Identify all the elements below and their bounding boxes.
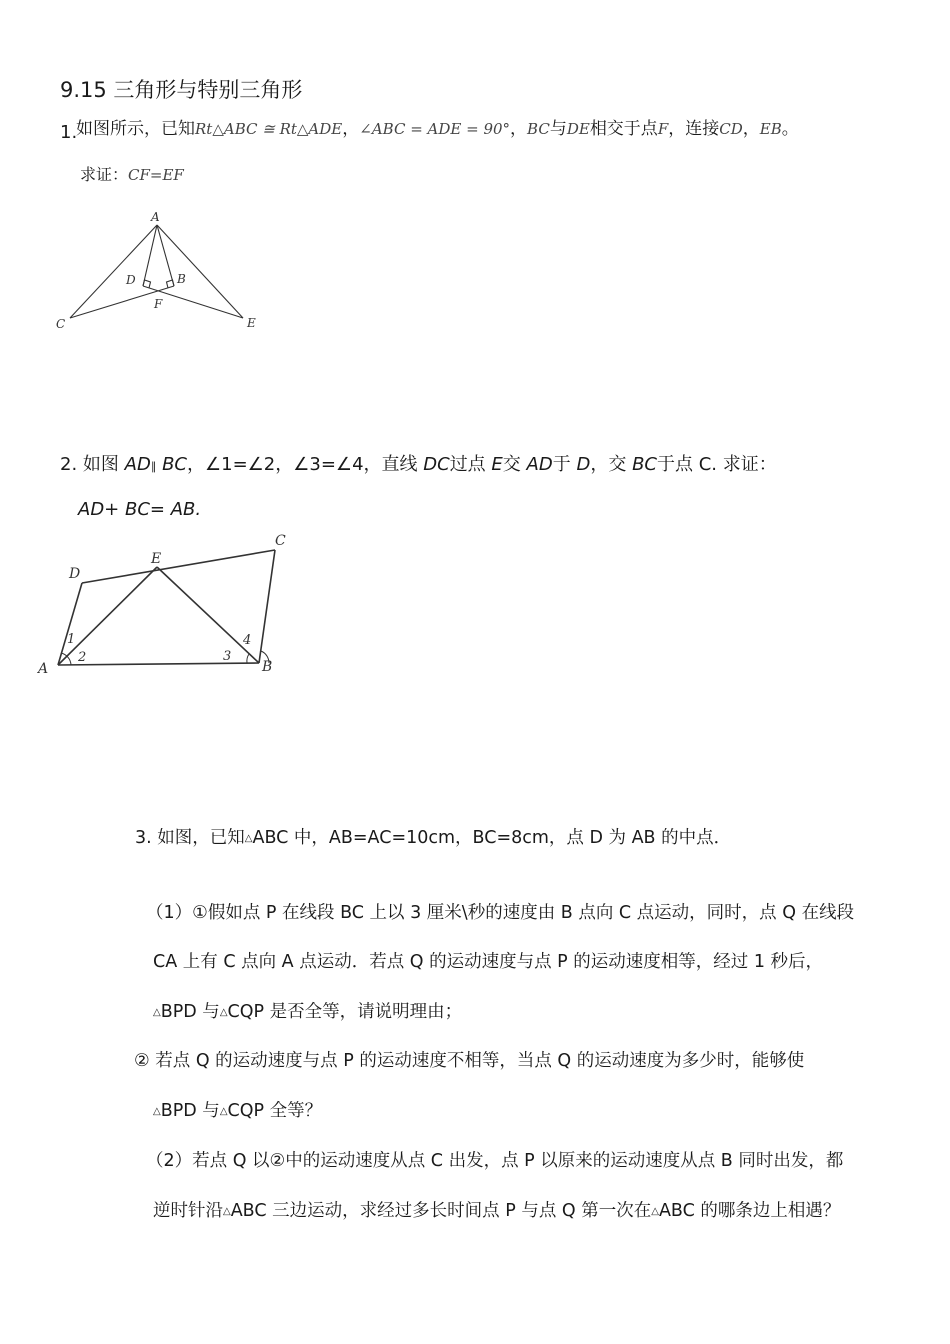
p2-e: E	[491, 454, 503, 475]
segment-cb	[259, 550, 275, 663]
p2-text: 于	[552, 454, 577, 475]
triangle-symbol: △	[153, 1007, 161, 1018]
label-d: D	[69, 566, 81, 582]
p1-eb: EB	[759, 120, 782, 138]
p2-text: ，交	[590, 454, 633, 475]
p1-text: ，连接	[668, 119, 720, 139]
p3-text: 3. 如图，已知	[135, 828, 245, 848]
problem2-prove: AD+ BC= AB.	[78, 499, 202, 520]
p1-text: 与	[549, 119, 567, 139]
p3-text: ABC 三边运动，求经过多长时间点 P 与点 Q 第一次在	[230, 1201, 652, 1221]
p2-parallel: ∥	[150, 460, 157, 473]
problem3-part1-line3	[153, 998, 462, 1023]
label-c: C	[56, 317, 66, 331]
problem1-number: 1.	[60, 122, 78, 143]
p1-de: DE	[566, 120, 590, 138]
p2-number: 2.	[60, 454, 78, 475]
label-e: E	[151, 551, 162, 567]
p2-ad: AD	[124, 454, 151, 475]
problem1-prove	[80, 162, 184, 185]
p2-dc: DC	[423, 454, 450, 475]
triangle-symbol: △	[651, 1206, 659, 1217]
label-b: B	[262, 659, 273, 675]
p3-text: BPD 与	[160, 1002, 220, 1022]
angle-arc-a	[61, 653, 71, 665]
p1-sep: ，	[742, 119, 760, 139]
p2-d: D	[576, 454, 591, 475]
triangle-symbol: △	[244, 833, 253, 844]
segment-eb	[157, 567, 259, 663]
label-a: A	[38, 661, 49, 677]
angle-label-1: 1	[67, 632, 76, 647]
label-c: C	[275, 533, 286, 549]
label-f: F	[154, 297, 163, 311]
p2-text: 过点	[449, 454, 492, 475]
problem3-part1-line5	[153, 1097, 322, 1122]
label-a: A	[151, 210, 160, 224]
problem3-part2-line1: （2）若点 Q 以②中的运动速度从点 C 出发，点 P 以原来的运动速度从点 B 同时出发，都	[146, 1151, 844, 1171]
label-e: E	[247, 316, 256, 330]
p2-text: ，∠1=∠2，∠3=∠4，直线	[187, 454, 424, 475]
angle-label-4: 4	[243, 633, 252, 648]
problem3-part1-line2: CA 上有 C 点向 A 点运动．若点 Q 的运动速度与点 P 的运动速度相等，经过 1 秒后，	[153, 952, 824, 972]
p1-cd: CD	[719, 120, 743, 138]
angle-arc-b	[247, 654, 249, 663]
p2-bc: BC	[162, 454, 187, 475]
problem3-part1-line4: ② 若点 Q 的运动速度与点 P 的运动速度不相等，当点 Q 的运动速度为多少时，能够使	[134, 1051, 805, 1071]
segment-ad	[143, 225, 157, 286]
p2-text: 如图	[82, 454, 125, 475]
p2-bc2: BC	[632, 454, 657, 475]
p2-text: 交	[502, 454, 527, 475]
problem3-part1-line1: （1）①假如点 P 在线段 BC 上以 3 厘米\秒的速度由 B 点向 C 点运动，同时，点 Q 在线段	[146, 903, 855, 923]
p1-end: 。	[781, 119, 799, 139]
p1-prove-label: 求证：	[80, 165, 129, 184]
problem3-intro	[135, 824, 731, 849]
p2-text: 于点 C. 求证：	[656, 454, 777, 475]
label-d: D	[126, 273, 136, 287]
page-title: 9.15 三角形与特别三角形	[60, 78, 303, 102]
p3-text: ABC 中，AB=AC=10cm，BC=8cm，点 D 为 AB 的中点．	[252, 828, 732, 848]
angle-label-2: 2	[78, 650, 87, 665]
p1-sep: ，	[510, 119, 528, 139]
problem1-statement	[76, 114, 799, 139]
problem3-part2-line2	[153, 1197, 840, 1222]
triangle-symbol: △	[219, 1007, 228, 1018]
p1-prove-math: CF=EF	[128, 166, 184, 184]
p3-text: BPD 与	[160, 1101, 220, 1121]
p3-text: CQP 是否全等，请说明理由；	[227, 1002, 463, 1022]
problem2-statement	[60, 450, 777, 476]
angle-label-3: 3	[223, 649, 232, 664]
figure-2-diagram	[30, 530, 300, 680]
p1-bc: BC	[527, 120, 550, 138]
p1-f: F	[657, 120, 669, 138]
figure-1-diagram	[50, 205, 270, 335]
label-b: B	[177, 272, 186, 286]
triangle-symbol: △	[219, 1106, 228, 1117]
p1-sep: ，	[342, 119, 360, 139]
p3-text: 逆时针沿	[153, 1201, 223, 1221]
p1-text: 相交于点	[589, 119, 658, 139]
p3-text: ABC 的哪条边上相遇？	[658, 1201, 841, 1221]
p1-congruence: Rt△ABC ≅ Rt△ADE	[195, 120, 343, 138]
triangle-symbol: △	[153, 1106, 161, 1117]
p2-ad2: AD	[526, 454, 553, 475]
p3-text: CQP 全等？	[227, 1101, 323, 1121]
p1-right-angle: ∠ABC = ADE = 90°	[359, 120, 511, 138]
triangle-symbol: △	[223, 1206, 231, 1217]
segment-dc	[82, 550, 275, 583]
p1-intro: 如图所示，已知	[76, 119, 195, 139]
